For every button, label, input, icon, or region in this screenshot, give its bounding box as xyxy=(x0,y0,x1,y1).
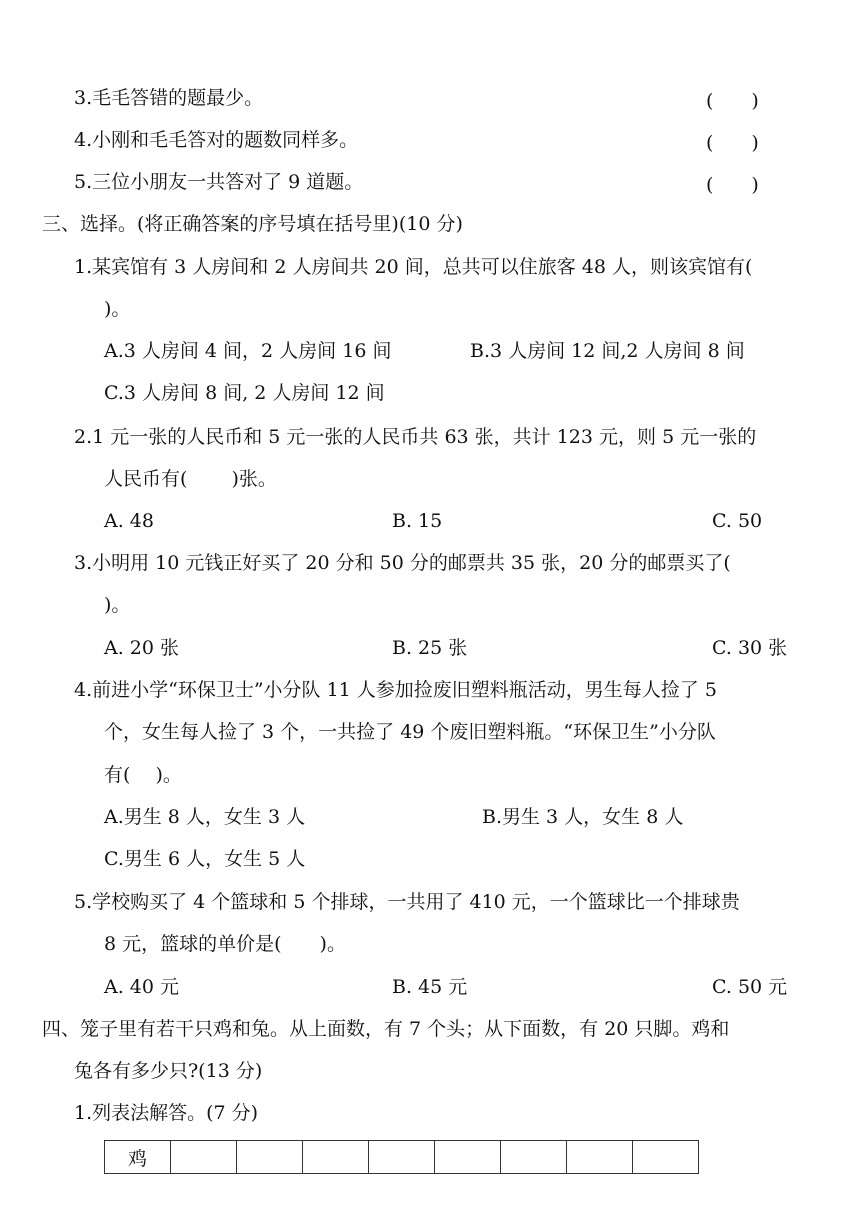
section-4-heading-line2: 兔各有多少只?(13 分) xyxy=(74,1060,263,1082)
section-4-heading-line1: 四、笼子里有若干只鸡和兔。从上面数，有 7 个头；从下面数，有 20 只脚。鸡和 xyxy=(42,1018,730,1040)
answer-table xyxy=(104,1140,699,1174)
table-cell[interactable] xyxy=(501,1141,567,1174)
tf-item-4: 4.小刚和毛毛答对的题数同样多。 xyxy=(74,129,359,151)
table-cell[interactable] xyxy=(303,1141,369,1174)
q4-line2: 个，女生每人捡了 3 个，一共捡了 49 个废旧塑料瓶。“环保卫生”小分队 xyxy=(104,721,716,743)
table-cell[interactable] xyxy=(369,1141,435,1174)
q1-option-a[interactable]: A.3 人房间 4 间，2 人房间 16 间 xyxy=(104,340,392,362)
q4-option-c[interactable]: C.男生 6 人，女生 5 人 xyxy=(104,848,306,870)
q5-line1: 5.学校购买了 4 个篮球和 5 个排球，一共用了 410 元，一个篮球比一个排球贵 xyxy=(74,891,740,913)
table-row-label: 鸡 xyxy=(105,1141,171,1174)
section-4-sub1: 1.列表法解答。(7 分) xyxy=(74,1102,259,1124)
table-row xyxy=(105,1141,699,1174)
q5-line2[interactable]: 8 元，篮球的单价是( )。 xyxy=(104,933,346,955)
tf-blank-5[interactable]: ( ) xyxy=(706,174,759,196)
q4-option-a[interactable]: A.男生 8 人，女生 3 人 xyxy=(104,806,306,828)
tf-blank-4[interactable]: ( ) xyxy=(706,132,759,154)
q2-line2[interactable]: 人民币有( )张。 xyxy=(104,468,277,490)
q3-option-a[interactable]: A. 20 张 xyxy=(104,637,180,659)
q1-line1: 1.某宾馆有 3 人房间和 2 人房间共 20 间，总共可以住旅客 48 人，则该宾馆有( xyxy=(74,256,753,278)
table-cell[interactable] xyxy=(633,1141,699,1174)
section-3-heading: 三、选择。(将正确答案的序号填在括号里)(10 分) xyxy=(42,213,463,235)
tf-blank-3[interactable]: ( ) xyxy=(706,90,759,112)
q5-option-a[interactable]: A. 40 元 xyxy=(104,976,180,998)
table-cell[interactable] xyxy=(171,1141,237,1174)
q1-option-c[interactable]: C.3 人房间 8 间, 2 人房间 12 间 xyxy=(104,382,385,404)
q4-option-b[interactable]: B.男生 3 人，女生 8 人 xyxy=(482,806,684,828)
q4-line3[interactable]: 有( )。 xyxy=(104,764,182,786)
q2-option-a[interactable]: A. 48 xyxy=(104,510,154,532)
table-cell[interactable] xyxy=(567,1141,633,1174)
tf-item-3: 3.毛毛答错的题最少。 xyxy=(74,87,264,109)
tf-item-5: 5.三位小朋友一共答对了 9 道题。 xyxy=(74,171,364,193)
q3-line2[interactable]: )。 xyxy=(104,594,131,616)
table-cell[interactable] xyxy=(435,1141,501,1174)
q5-option-c[interactable]: C. 50 元 xyxy=(712,976,788,998)
q3-option-b[interactable]: B. 25 张 xyxy=(392,637,468,659)
q5-option-b[interactable]: B. 45 元 xyxy=(392,976,468,998)
q2-option-c[interactable]: C. 50 xyxy=(712,510,763,532)
q3-option-c[interactable]: C. 30 张 xyxy=(712,637,788,659)
table-cell[interactable] xyxy=(237,1141,303,1174)
q1-line2[interactable]: )。 xyxy=(104,298,131,320)
q4-line1: 4.前进小学“环保卫士”小分队 11 人参加捡废旧塑料瓶活动，男生每人捡了 5 xyxy=(74,679,717,701)
q3-line1: 3.小明用 10 元钱正好买了 20 分和 50 分的邮票共 35 张，20 分的邮票买了( xyxy=(74,552,731,574)
q2-line1: 2.1 元一张的人民币和 5 元一张的人民币共 63 张，共计 123 元，则 5 元一张的 xyxy=(74,426,757,448)
q2-option-b[interactable]: B. 15 xyxy=(392,510,443,532)
q1-option-b[interactable]: B.3 人房间 12 间,2 人房间 8 间 xyxy=(470,340,745,362)
